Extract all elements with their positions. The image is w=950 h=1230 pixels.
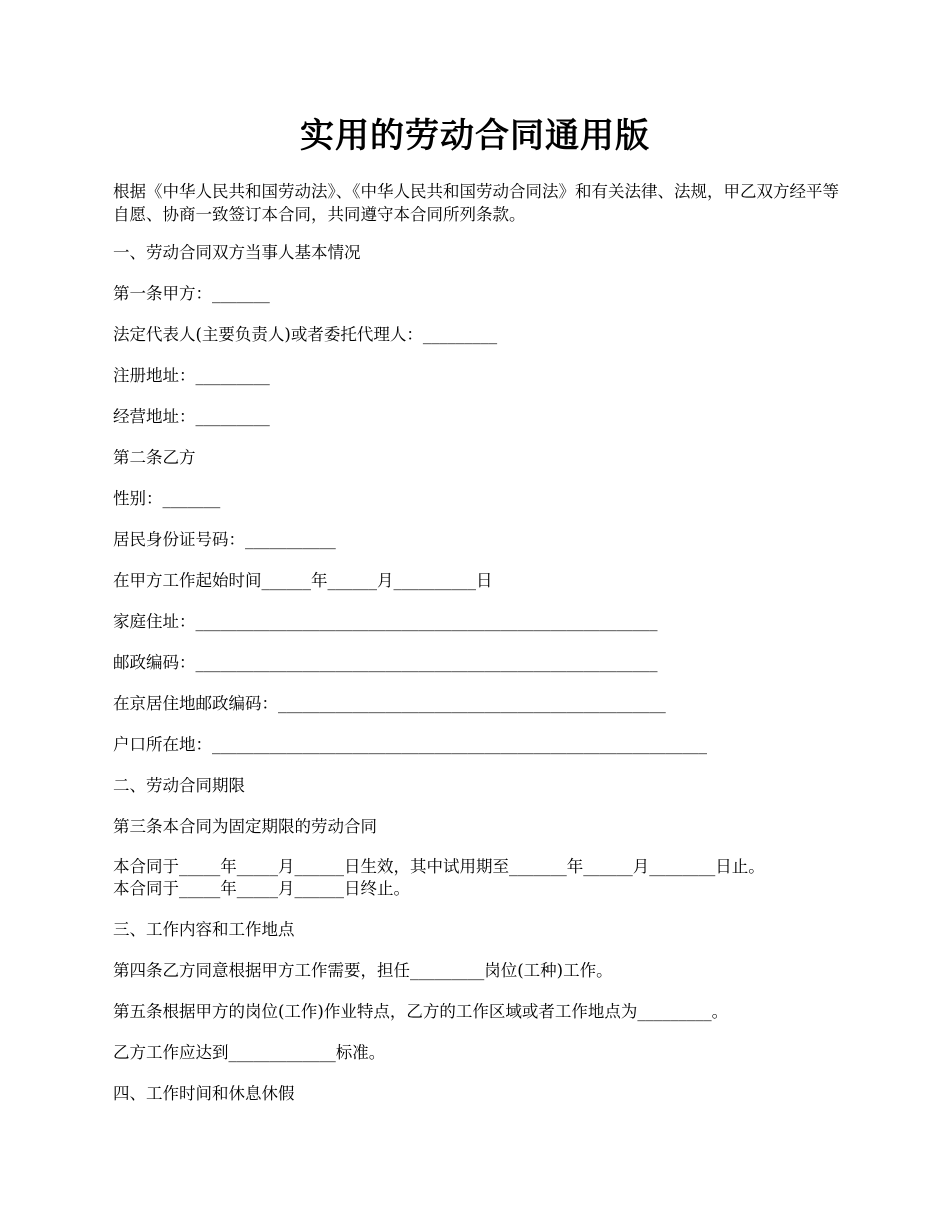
hukou-line: 户口所在地：____________________________________________________________	[113, 735, 707, 754]
beijing-postal-code-line: 在京居住地邮政编码：_______________________________________________	[113, 694, 666, 713]
section-3-heading: 三、工作内容和工作地点	[113, 920, 295, 939]
article-5-line: 第五条根据甲方的岗位(工作)作业特点，乙方的工作区域或者工作地点为_________。	[113, 1002, 729, 1021]
work-standard-line: 乙方工作应达到_____________标准。	[113, 1043, 386, 1062]
gender-line: 性别：_______	[113, 489, 221, 508]
section-4-heading: 四、工作时间和休息休假	[113, 1084, 295, 1103]
section-2-heading: 二、劳动合同期限	[113, 776, 245, 795]
article-1-party-a: 第一条甲方：_______	[113, 284, 270, 303]
intro-paragraph: 根据《中华人民共和国劳动法》、《中华人民共和国劳动合同法》和有关法律、法规，甲乙双方经平等自愿、协商一致签订本合同，共同遵守本合同所列条款。	[113, 182, 839, 224]
contract-term-line-1: 本合同于_____年_____月______日生效，其中试用期至_______年______月________日止。	[113, 857, 765, 876]
article-3-line: 第三条本合同为固定期限的劳动合同	[113, 817, 377, 836]
legal-representative-line: 法定代表人(主要负责人)或者委托代理人：_________	[113, 325, 498, 344]
contract-term-line-2: 本合同于_____年_____月______日终止。	[113, 879, 410, 898]
registered-address-line: 注册地址：_________	[113, 366, 270, 385]
id-number-line: 居民身份证号码：___________	[113, 530, 336, 549]
article-4-line: 第四条乙方同意根据甲方工作需要，担任_________岗位(工种)工作。	[113, 961, 613, 980]
document-title: 实用的劳动合同通用版	[300, 116, 650, 156]
home-address-line: 家庭住址：________________________________________________________	[113, 612, 658, 631]
start-date-line: 在甲方工作起始时间______年______月__________日	[113, 571, 493, 590]
business-address-line: 经营地址：_________	[113, 407, 270, 426]
article-2-party-b: 第二条乙方	[113, 448, 196, 467]
section-1-heading: 一、劳动合同双方当事人基本情况	[113, 243, 361, 262]
postal-code-line: 邮政编码：________________________________________________________	[113, 653, 658, 672]
